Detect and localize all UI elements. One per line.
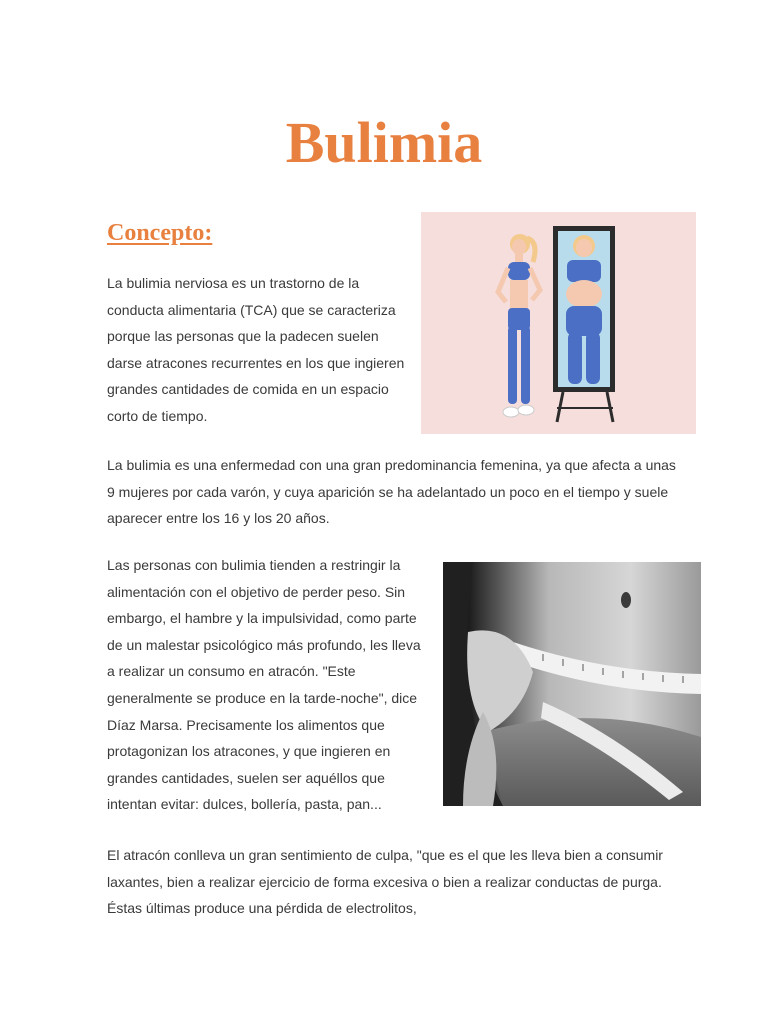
mirror-illustration <box>421 212 696 434</box>
paragraph-restriction: Las personas con bulimia tienden a restringir la alimentación con el objetivo de perder peso. Sin embargo, el hambre y la impulsividad, como parte de un malestar psicológico más profundo, les lleva a realizar un consumo en atracón. "Este generalmente se produce en la tarde-noche", dice Díaz Marsa. Precisamente los alimentos que protagonizan los atracones, y que ingieren en grandes cantidades, suelen ser aquéllos que intentan evitar: dulces, bollería, pasta, pan... <box>107 557 421 813</box>
paragraph-guilt: El atracón conlleva un gran sentimiento de culpa, "que es el que les lleva bien a consumir laxantes, bien a realizar ejercicio de forma excesiva o bien a realizar conductas de purga. Éstas últimas produce una pérdida de electrolitos, <box>107 847 663 917</box>
paragraph-concept: La bulimia nerviosa es un trastorno de la conducta alimentaria (TCA) que se caracteriza porque las personas que la padecen suelen darse atracones recurrentes en los que ingieren grandes cantidades de comida en un espacio corto de tiempo. <box>107 275 405 424</box>
paragraph-prevalence: La bulimia es una enfermedad con una gran predominancia femenina, ya que afecta a unas 9 mujeres por cada varón, y cuya aparición se ha adelantado un poco en el tiempo y suele aparecer entre los 16 y los 20 años. <box>107 457 676 527</box>
page-title: Bulimia <box>285 110 483 175</box>
section-heading: Concepto: <box>107 220 213 246</box>
measuring-tape-photo <box>443 562 701 806</box>
